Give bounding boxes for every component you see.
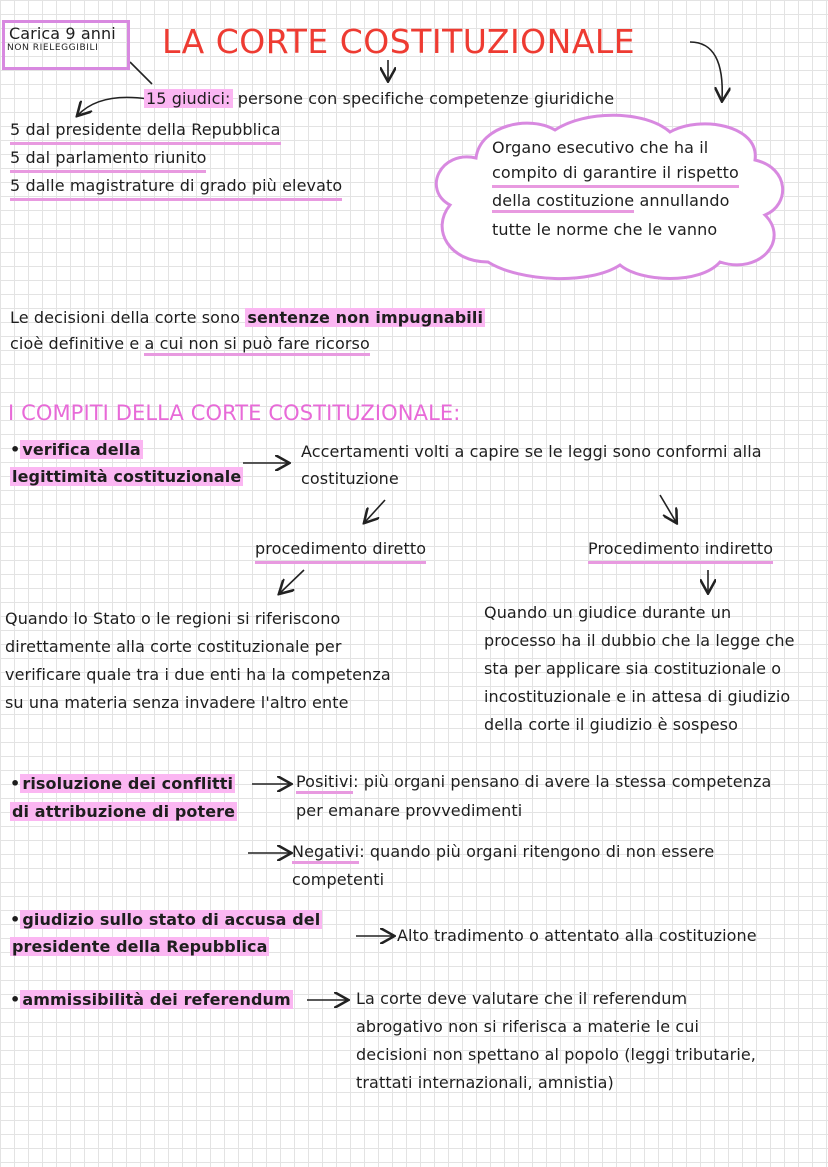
task2-label-line2 <box>10 798 237 826</box>
arrow-to-direct <box>365 500 385 522</box>
decisions-line-1 <box>10 304 485 332</box>
task1-desc-line2: costituzione <box>301 469 399 488</box>
decisions-highlight: sentenze non impugnabili <box>247 308 484 327</box>
cloud-line-3-underlined: della costituzione <box>492 191 634 213</box>
task2-label-2-text: di attribuzione di potere <box>12 802 236 821</box>
task4-line: decisioni non spettano al popolo (leggi tributarie, <box>356 1045 756 1064</box>
judges-count: 15 giudici: <box>146 89 231 108</box>
task2-label-line1 <box>10 770 235 798</box>
arrow-title-to-cloud <box>690 42 722 100</box>
decisions-line2-underlined: a cui non si può fare ricorso <box>144 334 369 356</box>
positive-line-2: per emanare provvedimenti <box>296 801 523 820</box>
task4-line: trattati internazionali, amnistia) <box>356 1073 614 1092</box>
term-note: NON RIELEGGIBILI <box>7 43 99 53</box>
positive-line-1 <box>296 770 771 794</box>
section-title: I COMPITI DELLA CORTE COSTITUZIONALE: <box>8 401 461 425</box>
decisions-line-2 <box>10 332 370 356</box>
direct-line: Quando lo Stato o le regioni si riferiscono <box>5 609 341 628</box>
cloud-line-1: Organo esecutivo che ha il <box>492 138 709 157</box>
decisions-intro: Le decisioni della corte sono <box>10 308 241 327</box>
direct-line: su una materia senza invadere l'altro ente <box>5 693 349 712</box>
cloud-line-2: compito di garantire il rispetto <box>492 161 739 188</box>
task1-label-1-text: verifica della <box>22 440 141 459</box>
judge-source-president: 5 dal presidente della Repubblica <box>10 118 281 145</box>
positive-label: Positivi <box>296 772 353 794</box>
task4-label <box>10 986 293 1014</box>
task4-label-text: ammissibilità dei referendum <box>22 990 291 1009</box>
indirect-line: della corte il giudizio è sospeso <box>484 715 739 734</box>
indirect-line: processo ha il dubbio che la legge che <box>484 631 795 650</box>
arrow-direct-down <box>280 570 304 593</box>
cloud-line-3-rest: annullando <box>639 191 730 210</box>
arrow-box-to-judges <box>130 62 152 84</box>
task3-label-1-text: giudizio sullo stato di accusa del <box>22 910 321 929</box>
decisions-line2-start: cioè definitive e <box>10 334 140 353</box>
cloud-line-3 <box>492 189 729 213</box>
negative-text: : quando più organi ritengono di non essere <box>359 842 715 861</box>
task2-label-1-text: risoluzione dei conflitti <box>22 774 234 793</box>
judge-source-magistrates: 5 dalle magistrature di grado più elevato <box>10 174 342 201</box>
judge-source-parliament: 5 dal parlamento riunito <box>10 146 206 173</box>
negative-line-2: competenti <box>292 870 385 889</box>
task4-line: abrogativo non si riferisca a materie le cui <box>356 1017 700 1036</box>
task3-desc: Alto tradimento o attentato alla costituzione <box>397 926 757 945</box>
indirect-title: Procedimento indiretto <box>588 537 773 564</box>
term-label: Carica 9 anni <box>9 24 116 43</box>
task1-label-2-text: legittimità costituzionale <box>12 467 242 486</box>
judges-description: persone con specifiche competenze giuridiche <box>237 89 615 108</box>
indirect-line: sta per applicare sia costituzionale o <box>484 659 782 678</box>
direct-line: verificare quale tra i due enti ha la competenza <box>5 665 391 684</box>
judges-line <box>144 85 614 113</box>
indirect-line: incostituzionale e in attesa di giudizio <box>484 687 791 706</box>
task3-label-line1 <box>10 906 322 934</box>
arrow-to-indirect <box>660 495 676 522</box>
task1-desc-line1: Accertamenti volti a capire se le leggi sono conformi alla <box>301 442 762 461</box>
task4-line: La corte deve valutare che il referendum <box>356 989 688 1008</box>
arrow-judges-to-list <box>78 97 148 115</box>
negative-line-1 <box>292 840 714 864</box>
cloud-line-4: tutte le norme che le vanno <box>492 220 718 239</box>
direct-title: procedimento diretto <box>255 537 426 564</box>
direct-line: direttamente alla corte costituzionale per <box>5 637 342 656</box>
task3-label-line2 <box>10 933 269 961</box>
task1-label-line1 <box>10 436 143 464</box>
positive-text: : più organi pensano di avere la stessa competenza <box>353 772 772 791</box>
page-title: LA CORTE COSTITUZIONALE <box>162 22 636 61</box>
negative-label: Negativi <box>292 842 359 864</box>
task3-label-2-text: presidente della Repubblica <box>12 937 268 956</box>
task1-label-line2 <box>10 463 243 491</box>
indirect-line: Quando un giudice durante un <box>484 603 732 622</box>
